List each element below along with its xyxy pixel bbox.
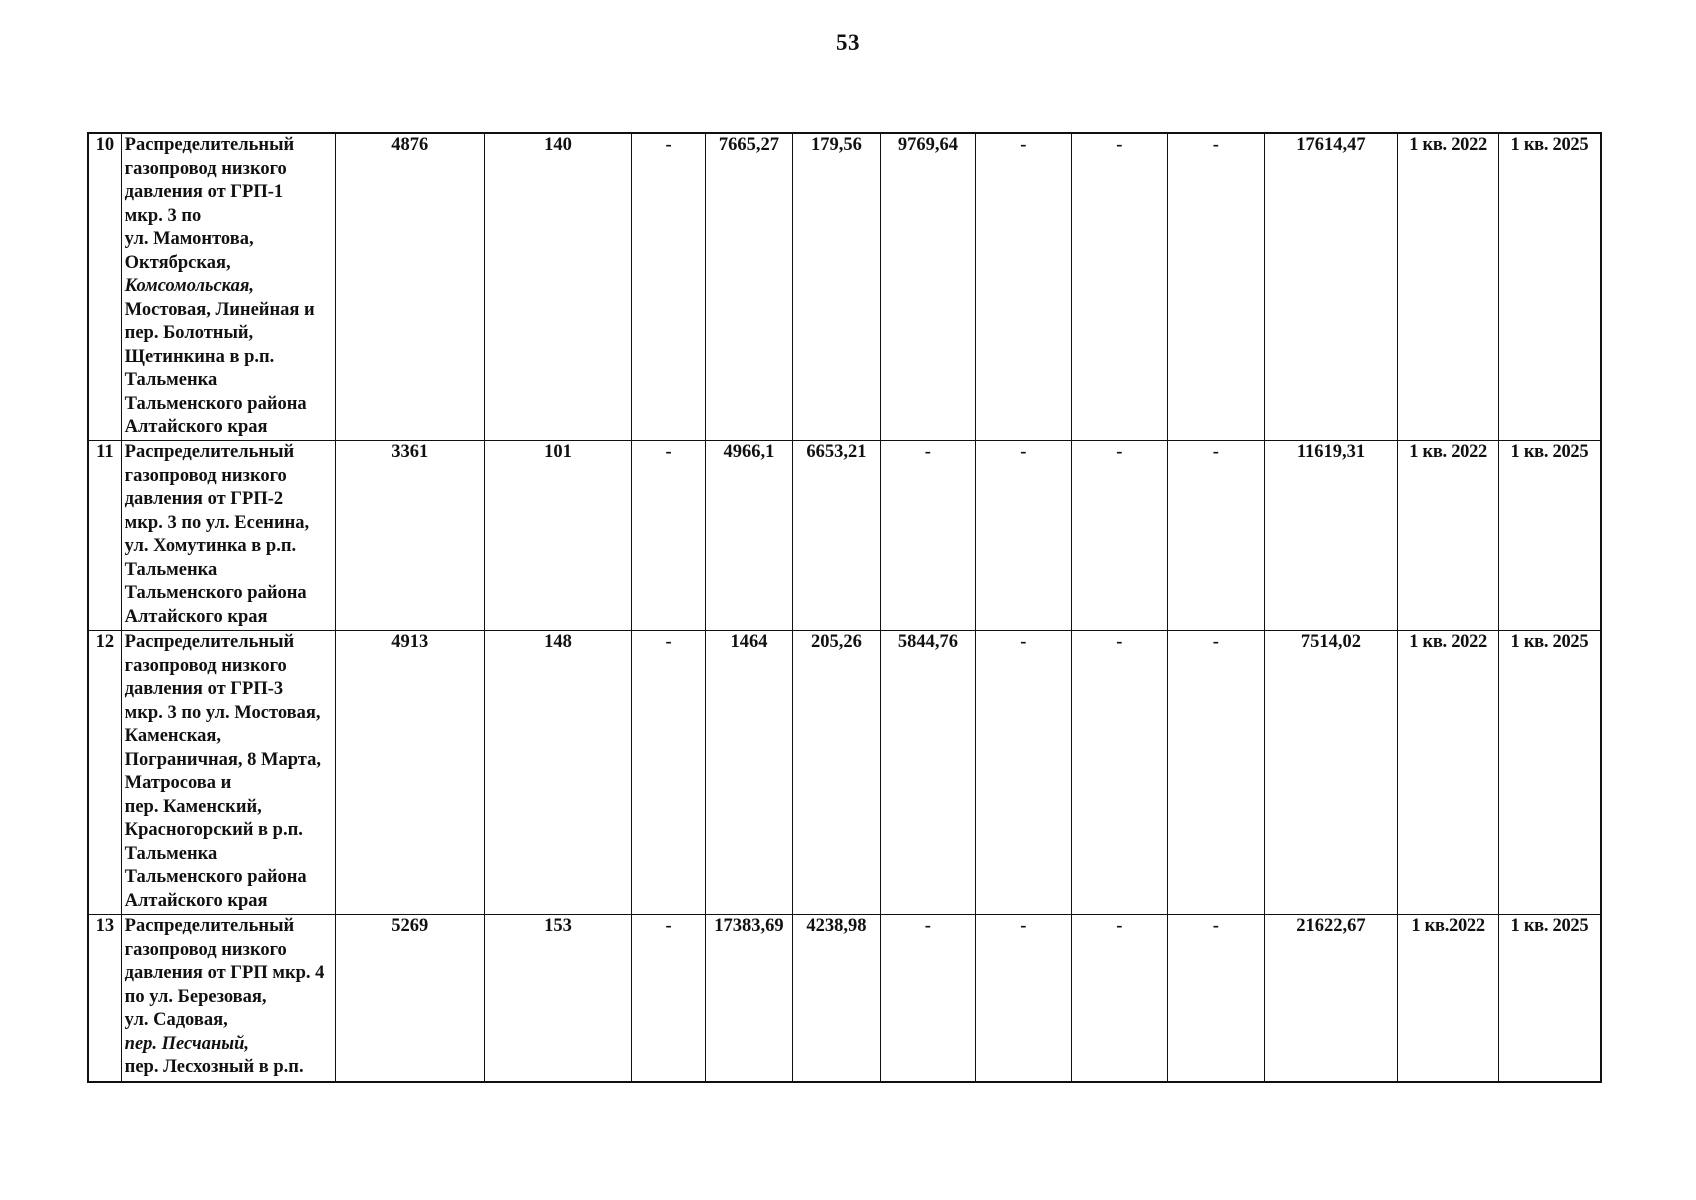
value-cell: - bbox=[632, 915, 705, 1083]
total-cell: 7514,02 bbox=[1264, 631, 1398, 915]
value-cell: - bbox=[632, 441, 705, 631]
row-number: 12 bbox=[88, 631, 121, 915]
value-cell: - bbox=[976, 133, 1072, 441]
name-line: Тальменка bbox=[124, 843, 218, 864]
name-line: газопровод низкого bbox=[124, 158, 287, 179]
name-line: Тальменка bbox=[124, 370, 218, 390]
value-cell: 17383,69 bbox=[705, 915, 792, 1083]
start-period: 1 кв. 2022 bbox=[1398, 441, 1499, 631]
name-line: Распределительный bbox=[124, 916, 295, 936]
name-line: Комсомольская, bbox=[124, 276, 254, 296]
count-cell: 153 bbox=[484, 915, 632, 1083]
name-line: пер. Каменский, bbox=[124, 796, 262, 817]
name-line: давления от ГРП-3 bbox=[124, 679, 284, 699]
name-line: Алтайского края bbox=[124, 606, 268, 627]
name-line: Щетинкина в р.п. bbox=[124, 346, 275, 367]
value-cell: 4238,98 bbox=[793, 915, 880, 1083]
value-cell: - bbox=[1071, 441, 1168, 631]
name-line: Распределительный bbox=[124, 632, 295, 652]
name-line: Тальменского района bbox=[124, 867, 307, 887]
name-line: ул. Хомутинка в р.п. bbox=[124, 536, 297, 556]
value-cell: - bbox=[880, 441, 976, 631]
object-name bbox=[121, 631, 335, 915]
name-line: мкр. 3 по ул. Есенина, bbox=[124, 512, 310, 533]
object-name bbox=[121, 133, 335, 441]
object-name bbox=[121, 441, 335, 631]
name-line: ул. Садовая, bbox=[124, 1010, 228, 1030]
name-line: газопровод низкого bbox=[124, 465, 287, 486]
value-cell: - bbox=[976, 631, 1072, 915]
name-line: Пограничная, 8 Марта, bbox=[124, 749, 321, 770]
object-name bbox=[121, 915, 335, 1083]
length-cell: 3361 bbox=[335, 441, 484, 631]
name-line: мкр. 3 по bbox=[124, 205, 202, 226]
end-period: 1 кв. 2025 bbox=[1498, 441, 1601, 631]
count-cell: 140 bbox=[484, 133, 632, 441]
total-cell: 21622,67 bbox=[1264, 915, 1398, 1083]
end-period: 1 кв. 2025 bbox=[1498, 915, 1601, 1083]
name-line: Распределительный bbox=[124, 135, 295, 155]
name-line: Каменская, bbox=[124, 726, 222, 746]
count-cell: 148 bbox=[484, 631, 632, 915]
value-cell: - bbox=[1168, 133, 1265, 441]
value-cell: - bbox=[1071, 631, 1168, 915]
name-line: давления от ГРП-1 bbox=[124, 182, 284, 202]
value-cell: - bbox=[1168, 441, 1265, 631]
value-cell: - bbox=[1071, 915, 1168, 1083]
name-line: Красногорский в р.п. bbox=[124, 820, 303, 840]
name-line: Распределительный bbox=[124, 442, 295, 462]
name-line: Тальменка bbox=[124, 559, 218, 580]
name-line: ул. Мамонтова, bbox=[124, 229, 254, 249]
count-cell: 101 bbox=[484, 441, 632, 631]
row-number: 10 bbox=[88, 133, 121, 441]
start-period: 1 кв.2022 bbox=[1398, 915, 1499, 1083]
row-number: 11 bbox=[88, 441, 121, 631]
value-cell: 1464 bbox=[705, 631, 792, 915]
value-cell: 5844,76 bbox=[880, 631, 976, 915]
table-row bbox=[88, 915, 1601, 1083]
table-row bbox=[88, 441, 1601, 631]
name-line: по ул. Березовая, bbox=[124, 986, 267, 1007]
value-cell: - bbox=[880, 915, 976, 1083]
value-cell: - bbox=[632, 631, 705, 915]
name-line: Мостовая, Линейная и bbox=[124, 299, 315, 320]
value-cell: - bbox=[976, 915, 1072, 1083]
name-line: Тальменского района bbox=[124, 393, 307, 414]
value-cell: - bbox=[632, 133, 705, 441]
name-line: пер. Лесхозный в р.п. bbox=[124, 1057, 304, 1077]
length-cell: 5269 bbox=[335, 915, 484, 1083]
name-line: давления от ГРП-2 bbox=[124, 489, 284, 509]
length-cell: 4913 bbox=[335, 631, 484, 915]
name-line: мкр. 3 по ул. Мостовая, bbox=[124, 702, 321, 723]
name-line: газопровод низкого bbox=[124, 939, 287, 960]
name-line: газопровод низкого bbox=[124, 655, 287, 676]
name-line: Матросова и bbox=[124, 773, 232, 793]
name-line: пер. Песчаный, bbox=[124, 1033, 249, 1054]
table-row bbox=[88, 133, 1601, 441]
end-period: 1 кв. 2025 bbox=[1498, 133, 1601, 441]
row-number: 13 bbox=[88, 915, 121, 1083]
length-cell: 4876 bbox=[335, 133, 484, 441]
start-period: 1 кв. 2022 bbox=[1398, 631, 1499, 915]
value-cell: 205,26 bbox=[793, 631, 880, 915]
name-line: Алтайского края bbox=[124, 417, 268, 437]
name-line: давления от ГРП мкр. 4 bbox=[124, 963, 325, 983]
total-cell: 11619,31 bbox=[1264, 441, 1398, 631]
name-line: Октябрская, bbox=[124, 252, 231, 273]
name-line: Алтайского края bbox=[124, 890, 268, 911]
name-line: пер. Болотный, bbox=[124, 323, 254, 343]
value-cell: 179,56 bbox=[793, 133, 880, 441]
value-cell: 7665,27 bbox=[705, 133, 792, 441]
value-cell: - bbox=[1168, 915, 1265, 1083]
end-period: 1 кв. 2025 bbox=[1498, 631, 1601, 915]
value-cell: 6653,21 bbox=[793, 441, 880, 631]
name-line: Тальменского района bbox=[124, 583, 307, 603]
page-number: 53 bbox=[836, 30, 860, 55]
total-cell: 17614,47 bbox=[1264, 133, 1398, 441]
value-cell: - bbox=[1071, 133, 1168, 441]
project-table bbox=[87, 132, 1602, 1083]
value-cell: 4966,1 bbox=[705, 441, 792, 631]
value-cell: 9769,64 bbox=[880, 133, 976, 441]
value-cell: - bbox=[1168, 631, 1265, 915]
value-cell: - bbox=[976, 441, 1072, 631]
start-period: 1 кв. 2022 bbox=[1398, 133, 1499, 441]
table-row bbox=[88, 631, 1601, 915]
